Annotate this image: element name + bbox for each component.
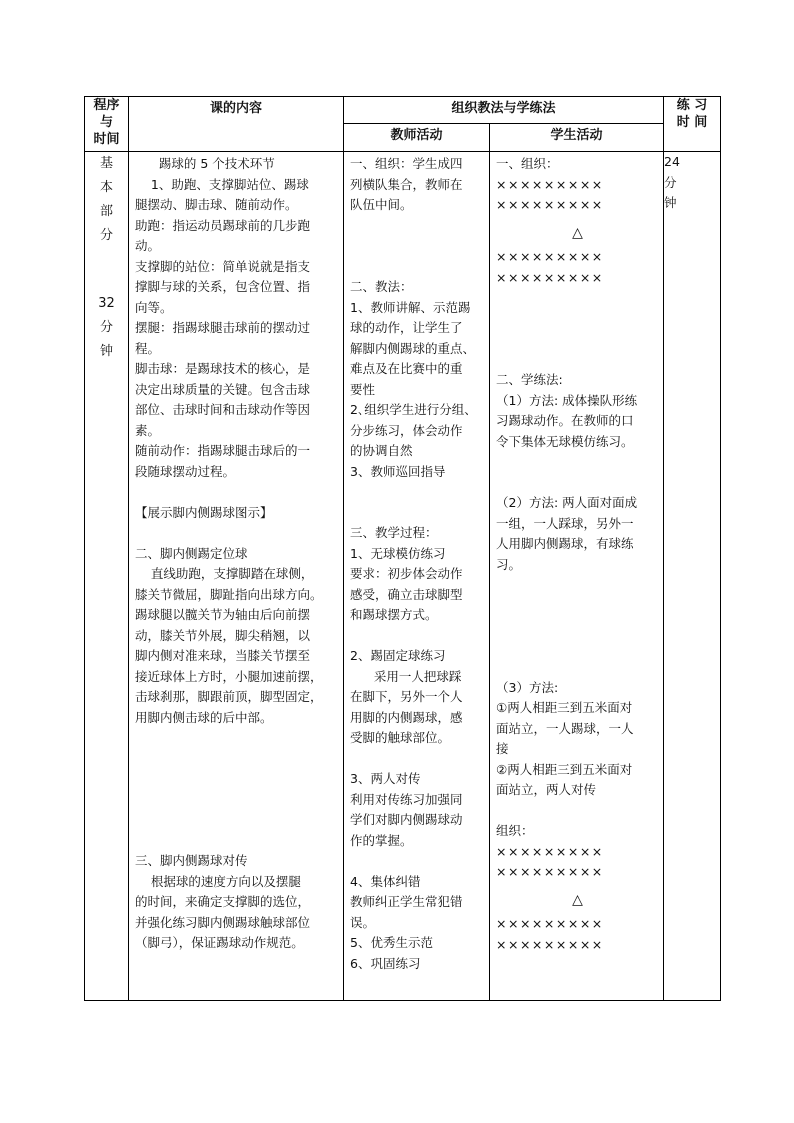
content-line: 摆腿：指踢球腿击球前的摆动过 (135, 320, 311, 335)
formation-row: ××××××××× (496, 843, 604, 859)
content-line (135, 831, 339, 852)
teacher-line: 感受，确立击球脚型 (350, 586, 463, 602)
method-line: 接 (496, 741, 509, 756)
teacher-line: 三、教学过程： (350, 525, 438, 540)
header-and: 与 (99, 115, 113, 130)
content-line: 脚内侧对准来球，当膝关节摆至 (135, 648, 311, 663)
teacher-line (350, 749, 485, 770)
content-line: 助跑：指运动员踢球前的几步跑 (135, 217, 311, 233)
teacher-line (350, 851, 485, 872)
teacher-line (350, 503, 485, 524)
teacher-line: 用脚的内侧踢球，感 (350, 709, 463, 725)
content-line: 并强化练习脚内侧踢球触球部位 (135, 914, 311, 930)
teacher-line: 误。 (350, 914, 376, 930)
lesson-content (129, 152, 343, 1000)
content-line: 用脚内侧击球的后中部。 (135, 709, 273, 725)
student-practice-label: 二、学练法: (496, 372, 563, 387)
teacher-line: 2、踢固定球练习 (350, 648, 446, 663)
content-line: 二、脚内侧踢定位球 (135, 545, 248, 561)
content-line: 决定出球质量的关键。包含击球 (135, 381, 311, 397)
header-procedure: 程序 (93, 98, 120, 113)
section-duration: 32 (98, 296, 115, 311)
content-line (135, 790, 339, 811)
teacher-activity (344, 152, 489, 1000)
content-line: 段随球摆动过程。 (135, 463, 236, 479)
practice-time-value: 24 (664, 154, 680, 169)
teacher-line (350, 236, 485, 257)
content-line: 踢球的 5 个技术环节 (135, 156, 275, 171)
student-org2-label: 组织： (496, 823, 534, 838)
method-line: 面站立，一人踢球，一人 (496, 720, 634, 736)
content-line: 随前动作：指踢球腿击球后的一 (135, 443, 311, 458)
content-line: 根据球的速度方向以及摆腿 (135, 873, 301, 889)
section-label: 分 (99, 228, 113, 243)
content-line: 支撑脚的站位：简单说就是指支 (135, 258, 311, 274)
teacher-line: 一、组织：学生成四 (350, 156, 463, 171)
section-duration: 分 (99, 320, 113, 335)
method-line: 令下集体无球模仿练习。 (496, 433, 634, 449)
teacher-line: 教师纠正学生常犯错 (350, 894, 463, 909)
teacher-line: 1、教师讲解、示范踢 (350, 299, 471, 315)
formation-row: ××××××××× (496, 249, 604, 264)
content-line: 素。 (135, 422, 161, 438)
content-line: 1、助跑、支撑脚站位、踢球 (135, 176, 309, 192)
teacher-line: 在脚下，另外一个人 (350, 689, 463, 704)
method-line: 习踢球动作。在教师的口 (496, 413, 634, 428)
teacher-line: 要求：初步体会动作 (350, 566, 463, 581)
teacher-line: 4、集体纠错 (350, 873, 421, 889)
formation-row: ××××××××× (496, 269, 604, 285)
teacher-line: 6、巩固练习 (350, 955, 421, 971)
content-line: 膝关节微屈，脚趾指向出球方向。 (135, 586, 323, 602)
content-line: 击球刹那，脚跟前顶，脚型固定， (135, 689, 323, 704)
student-cell (490, 152, 664, 1001)
practice-time-unit: 钟 (664, 195, 677, 210)
content-line: 撑脚与球的关系，包含位置、指 (135, 279, 311, 294)
content-line: 【展示脚内侧踢球图示】 (135, 504, 273, 520)
content-line: 部位、击球时间和击球动作等因 (135, 402, 311, 417)
teacher-line: 的协调自然 (350, 443, 413, 458)
practice-time-unit: 分 (664, 174, 677, 190)
teacher-line: 列横队集合，教师在 (350, 176, 463, 192)
teacher-line: 2､组织学生进行分组、 (350, 402, 477, 417)
teacher-line: 队伍中间。 (350, 197, 413, 212)
content-line (135, 728, 339, 749)
header-organization: 组织教法与学练法 (344, 97, 664, 124)
content-line: 的时间，来确定支撑脚的选位， (135, 894, 311, 909)
teacher-line: 利用对传练习加强同 (350, 791, 463, 807)
header-time: 时间 (93, 132, 120, 147)
header-content: 课的内容 (129, 97, 344, 152)
content-line (135, 810, 339, 831)
section-label-cell (85, 152, 129, 1001)
teacher-line: 要性 (350, 381, 376, 397)
header-practice-time-label: 时 间 (676, 115, 708, 130)
student-org-label: 一、组织： (496, 156, 559, 171)
content-line: 三、脚内侧踢球对传 (135, 853, 248, 868)
content-line (135, 749, 339, 770)
method-line: （2）方法: 两人面对面成 (496, 495, 638, 510)
teacher-line: 1、无球模仿练习 (350, 545, 446, 561)
section-label: 本 (99, 180, 113, 195)
teacher-line: 采用一人把球踩 (350, 668, 462, 684)
header-practice-time (664, 97, 721, 152)
header-procedure-time (85, 97, 129, 152)
formation-row: ××××××××× (496, 864, 604, 879)
method-line: 面站立，两人对传 (496, 782, 597, 797)
content-line: 接近球体上方时，小腿加速前摆， (135, 668, 323, 684)
teacher-line: 作的掌握。 (350, 832, 413, 848)
lesson-plan-table (84, 96, 721, 1001)
teacher-line: 难点及在比赛中的重 (350, 361, 463, 376)
teacher-line: 3、教师巡回指导 (350, 463, 446, 479)
teacher-cell (344, 152, 490, 1001)
section-duration: 钟 (99, 344, 113, 359)
teacher-position-triangle: △ (572, 224, 583, 241)
method-line: ②两人相距三到五米面对 (496, 761, 633, 777)
header-teacher-activity: 教师活动 (344, 124, 490, 152)
teacher-line: 解脚内侧踢球的重点、 (350, 340, 476, 356)
practice-time-cell (664, 152, 721, 1001)
method-line: 习。 (496, 556, 522, 572)
formation-row: ××××××××× (496, 936, 604, 952)
header-student-activity: 学生活动 (490, 124, 664, 152)
content-line: 直线助跑，支撑脚踏在球侧， (135, 566, 314, 581)
content-line (135, 523, 339, 544)
content-line: 动，膝关节外展，脚尖稍翘，以 (135, 627, 311, 643)
teacher-line (350, 257, 485, 278)
content-line: 动。 (135, 238, 161, 253)
method-line: （3）方法: (496, 679, 559, 695)
formation-row: ××××××××× (496, 197, 604, 212)
section-label: 部 (99, 204, 113, 219)
teacher-line: 球的动作，让学生了 (350, 320, 463, 335)
teacher-line: 分步练习，体会动作 (350, 422, 463, 438)
method-line: ①两人相距三到五米面对 (496, 700, 633, 715)
teacher-line: 学们对脚内侧踢球动 (350, 812, 463, 827)
content-line (135, 482, 339, 503)
teacher-line (350, 482, 485, 503)
content-line: 腿摆动、脚击球、随前动作。 (135, 197, 298, 212)
teacher-line (350, 216, 485, 237)
content-line: 脚击球：是踢球技术的核心，是 (135, 361, 311, 376)
content-line: 向等。 (135, 299, 173, 315)
method-line: （1）方法: 成体操队形练 (496, 392, 638, 408)
content-cell (129, 152, 344, 1001)
content-line: 程。 (135, 340, 161, 356)
teacher-line: 二、教法： (350, 279, 413, 294)
content-line: 踢球腿以髋关节为轴由后向前摆 (135, 607, 311, 622)
method-line: 人用脚内侧踢球，有球练 (496, 536, 634, 551)
content-line: （脚弓），保证踢球动作规范。 (135, 935, 304, 950)
formation-row: ××××××××× (496, 916, 604, 931)
header-practice: 练 习 (676, 98, 708, 113)
section-label: 基 (99, 156, 113, 171)
teacher-line: 受脚的触球部位。 (350, 730, 451, 745)
teacher-position-triangle: △ (572, 891, 583, 908)
teacher-line (350, 626, 485, 647)
method-line: 一组，一人踩球，另外一 (496, 515, 634, 531)
formation-row: ××××××××× (496, 176, 604, 192)
content-line (135, 769, 339, 790)
teacher-line: 和踢球摆方式。 (350, 607, 438, 622)
teacher-line: 3、两人对传 (350, 771, 421, 786)
teacher-line: 5、优秀生示范 (350, 935, 433, 950)
student-activity (490, 152, 663, 1000)
